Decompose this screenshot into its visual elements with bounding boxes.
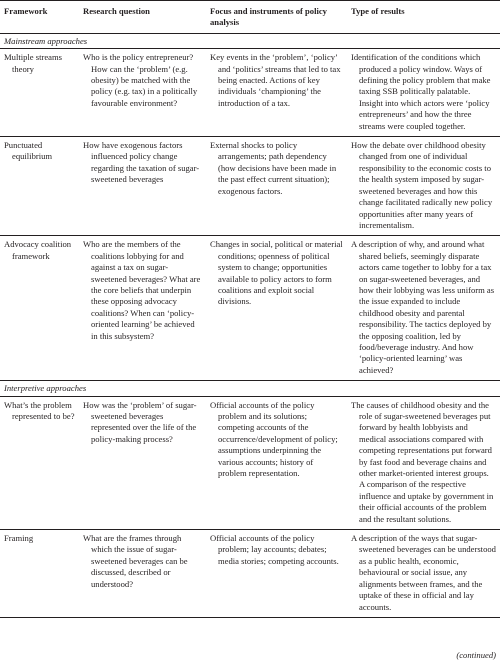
section-row-mainstream <box>0 33 500 48</box>
cell-focus: External shocks to policy arrangements; path dependency (how decisions have been made in the past effect current situation); exogenous factors. <box>206 137 347 236</box>
header-row <box>0 1 500 34</box>
cell-research-question: How have exogenous factors influenced policy change regarding the taxation of sugar-sweetened beverages <box>79 137 206 236</box>
cell-research-question: Who are the members of the coalitions lobbying for and against a tax on sugar-sweetened beverages? What are the core beliefs that underpin these opposing advocacy coalitions? When can ‘policy-oriented learning’ be achieved in this subsystem? <box>79 236 206 381</box>
cell-research-question: Who is the policy entrepreneur? How can the ‘problem’ (e.g. obesity) be matched with the policy (e.g. tax) in a politically favourable environment? <box>83 52 198 108</box>
cell-framework: Advocacy coalition framework <box>0 236 79 381</box>
header-research-question: Research question <box>83 6 150 16</box>
section-row-interpretive <box>0 381 500 396</box>
section-label-mainstream: Mainstream approaches <box>0 33 500 48</box>
section-label-interpretive: Interpretive approaches <box>0 381 500 396</box>
cell-framework: Framing <box>0 530 79 618</box>
cell-focus: Official accounts of the policy problem and its solutions; competing accounts of the occurrence/development of policy; assumptions underpinning the various accounts; history of problem representation. <box>210 399 338 479</box>
cell-framework: Multiple streams theory <box>4 52 62 74</box>
cell-type-of-results: A description of why, and around what shared beliefs, seemingly disparate actors came together to lobby for a tax on sugar-sweetened beverages, and how their lobbying was less uniform as the issue expanded to include childhood obesity and parental responsibility. The tactics deployed by the opposing coalition, led by food/beverage industry. And how ‘policy-oriented learning’ was achieved? <box>347 236 500 381</box>
cell-framework: What’s the problem represented to be? <box>4 399 75 421</box>
header-framework: Framework <box>4 6 48 16</box>
cell-framework: Punctuated equilibrium <box>0 137 79 236</box>
table-row <box>0 137 500 236</box>
table-row <box>0 530 500 618</box>
table-row <box>0 236 500 381</box>
cell-focus: Changes in social, political or material conditions; openness of political system to change; opportunities available to policy actors to form coalitions and exploit social divisions. <box>206 236 347 381</box>
cell-type-of-results: Identification of the conditions which produced a policy window. Ways of defining the policy problem that make taxing SSB politically palatable. Insight into which actors were ‘policy entrepreneurs’ and how the three streams were coupled together. <box>351 52 491 131</box>
cell-research-question: What are the frames through which the issue of sugar-sweetened beverages can be discussed, described or understood? <box>79 530 206 618</box>
header-focus: Focus and instruments of policy analysis <box>210 6 327 28</box>
cell-focus: Key events in the ‘problem’, ‘policy’ and ‘politics’ streams that led to tax being enacted. Actions of key individuals ‘championing’ the introduction of a tax. <box>210 52 341 108</box>
cell-focus: Official accounts of the policy problem; lay accounts; debates; media stories; competing accounts. <box>206 530 347 618</box>
cell-type-of-results: How the debate over childhood obesity changed from one of individual responsibility to the economic costs to the health system imposed by sugar-sweetened beverages and how this change facilitated radically new policy opportunities after many years of incrementalism. <box>347 137 500 236</box>
header-type-of-results: Type of results <box>351 6 405 16</box>
cell-research-question: How was the ‘problem’ of sugar-sweetened beverages represented over the life of the policy-making process? <box>83 399 197 444</box>
table-row <box>0 49 500 137</box>
table-row <box>0 396 500 529</box>
continued-note: (continued) <box>456 650 496 660</box>
cell-type-of-results: The causes of childhood obesity and the role of sugar-sweetened beverages put forward by health lobbyists and medical associations compared with competing representations put forward by fast food and beverage chains and other market-oriented interest groups. A comparison of the respective influence and uptake by government in their official accounts of the problem and the resultant solutions. <box>351 399 494 524</box>
cell-type-of-results: A description of the ways that sugar-sweetened beverages can be understood as a public health, economic, behavioural or social issue, any alignments between frames, and the uptake of these in official and lay accounts. <box>347 530 500 618</box>
